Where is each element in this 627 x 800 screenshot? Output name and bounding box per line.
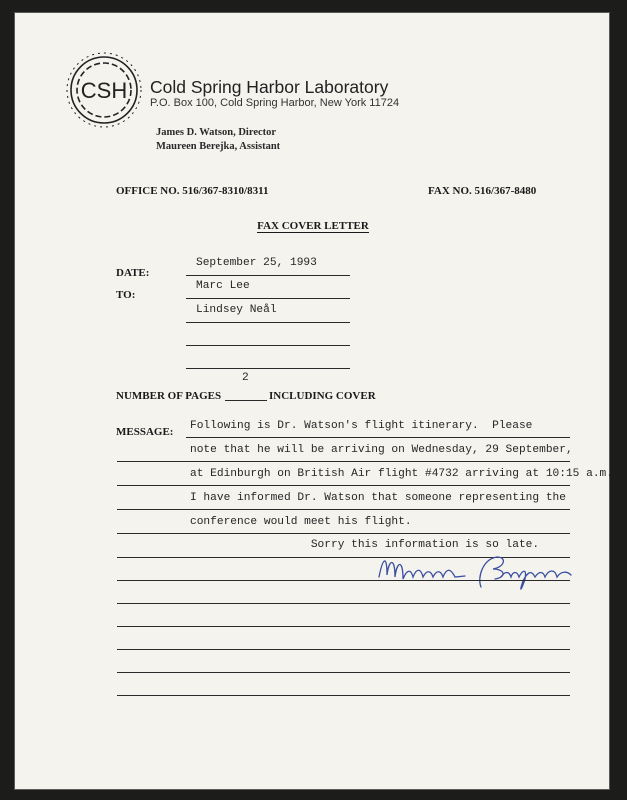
message-label: MESSAGE: bbox=[116, 426, 174, 438]
to-rule-1 bbox=[186, 298, 350, 299]
message-line-6: Sorry this information is so late. bbox=[190, 539, 540, 551]
message-rule bbox=[117, 649, 570, 650]
message-rule bbox=[117, 580, 570, 581]
logo-text: CSH bbox=[80, 78, 128, 103]
pages-suffix: INCLUDING COVER bbox=[269, 390, 376, 402]
to-rule-2 bbox=[186, 322, 350, 323]
message-line-4: I have informed Dr. Watson that someone representing the bbox=[190, 492, 566, 504]
pages-value: 2 bbox=[242, 372, 249, 384]
handwritten-signature bbox=[373, 547, 583, 595]
lab-address: P.O. Box 100, Cold Spring Harbor, New York 11724 bbox=[150, 97, 400, 109]
to-label: TO: bbox=[116, 289, 136, 301]
form-title: FAX COVER LETTER bbox=[257, 220, 369, 232]
message-rule bbox=[186, 437, 570, 438]
message-line-2: note that he will be arriving on Wednesday, 29 September, bbox=[190, 444, 573, 456]
message-rule bbox=[117, 509, 570, 510]
message-rule bbox=[117, 533, 570, 534]
to-rule-4 bbox=[186, 368, 350, 369]
assistant-name: Maureen Berejka, Assistant bbox=[156, 141, 281, 152]
office-number: OFFICE NO. 516/367-8310/8311 bbox=[116, 185, 269, 197]
director-name: James D. Watson, Director bbox=[156, 127, 277, 138]
to-rule-3 bbox=[186, 345, 350, 346]
message-line-5: conference would meet his flight. bbox=[190, 516, 412, 528]
message-line-1: Following is Dr. Watson's flight itinerary. Please bbox=[190, 420, 533, 432]
message-rule bbox=[117, 672, 570, 673]
pages-rule bbox=[225, 400, 267, 401]
lab-name: Cold Spring Harbor Laboratory bbox=[150, 77, 389, 97]
message-rule bbox=[117, 626, 570, 627]
message-rule bbox=[117, 695, 570, 696]
to-line-1: Marc Lee bbox=[196, 280, 250, 292]
csh-logo bbox=[63, 49, 145, 131]
pages-label: NUMBER OF PAGES bbox=[116, 390, 222, 402]
date-label: DATE: bbox=[116, 267, 150, 279]
message-rule bbox=[117, 603, 570, 604]
date-value: September 25, 1993 bbox=[196, 257, 317, 269]
fax-number: FAX NO. 516/367-8480 bbox=[428, 185, 537, 197]
message-rule bbox=[117, 461, 570, 462]
date-rule bbox=[186, 275, 350, 276]
message-rule bbox=[117, 485, 570, 486]
to-line-2: Lindsey Neål bbox=[196, 304, 277, 316]
fax-cover-page bbox=[14, 12, 613, 790]
message-line-3: at Edinburgh on British Air flight #4732 arriving at 10:15 a.m. bbox=[190, 468, 613, 480]
